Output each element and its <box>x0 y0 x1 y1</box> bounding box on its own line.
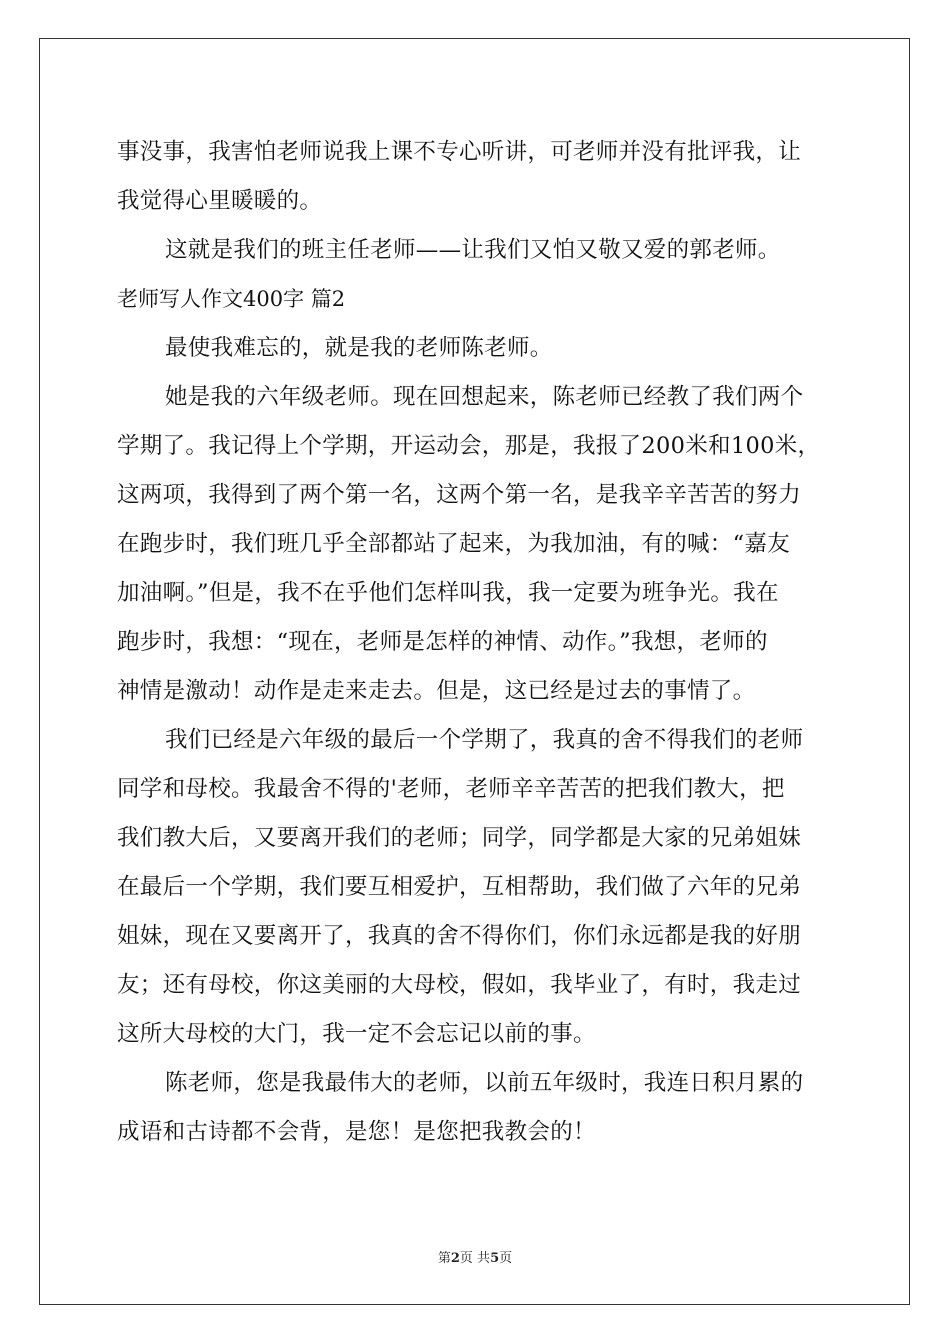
page-number-mid: 页 共 <box>459 1251 491 1266</box>
text-line: 友；还有母校，你这美丽的大母校，假如，我毕业了，有时，我走过 <box>117 972 802 998</box>
text-line: 在最后一个学期，我们要互相爱护，互相帮助，我们做了六年的兄弟 <box>117 874 802 900</box>
text-line: 同学和母校。我最舍不得的'老师，老师辛辛苦苦的把我们教大，把 <box>117 776 785 802</box>
page-number-suffix: 页 <box>499 1251 513 1266</box>
document-body <box>117 128 837 1157</box>
section-heading: 老师写人作文400字 篇2 <box>117 287 346 311</box>
page-number-total: 5 <box>490 1251 500 1266</box>
paragraph-start: 最使我难忘的，就是我的老师陈老师。 <box>165 335 553 361</box>
text-line: 成语和古诗都不会背，是您！是您把我教会的！ <box>117 1119 596 1145</box>
text-line: 我觉得心里暖暖的。 <box>117 188 323 214</box>
paragraph-start: 陈老师，您是我最伟大的老师，以前五年级时，我连日积月累的 <box>165 1070 804 1096</box>
text-line: 这两项，我得到了两个第一名，这两个第一名，是我辛辛苦苦的努力 <box>117 482 802 508</box>
text-line: 姐妹，现在又要离开了，我真的舍不得你们，你们永远都是我的好朋 <box>117 923 802 949</box>
text-line: 我们教大后，又要离开我们的老师；同学，同学都是大家的兄弟姐妹 <box>117 825 802 851</box>
text-line: 学期了。我记得上个学期，开运动会，那是，我报了200米和100米， <box>117 433 821 459</box>
page-footer <box>0 1247 950 1266</box>
page-number-prefix: 第 <box>437 1251 451 1266</box>
text-line: 这所大母校的大门，我一定不会忘记以前的事。 <box>117 1021 596 1047</box>
paragraph-start: 这就是我们的班主任老师——让我们又怕又敬又爱的郭老师。 <box>165 237 781 263</box>
text-line: 在跑步时，我们班几乎全部都站了起来，为我加油，有的喊：“嘉友 <box>117 531 791 557</box>
text-line: 跑步时，我想：“现在，老师是怎样的神情、动作。”我想，老师的 <box>117 629 768 655</box>
paragraph-start: 我们已经是六年级的最后一个学期了，我真的舍不得我们的老师 <box>165 727 804 753</box>
paragraph-start: 她是我的六年级老师。现在回想起来，陈老师已经教了我们两个 <box>165 384 804 410</box>
text-line: 神情是激动！动作是走来走去。但是，这已经是过去的事情了。 <box>117 678 756 704</box>
text-line: 加油啊。”但是，我不在乎他们怎样叫我，我一定要为班争光。我在 <box>117 580 779 606</box>
page-number-current: 2 <box>450 1251 460 1266</box>
text-line: 事没事，我害怕老师说我上课不专心听讲，可老师并没有批评我，让 <box>117 139 802 165</box>
